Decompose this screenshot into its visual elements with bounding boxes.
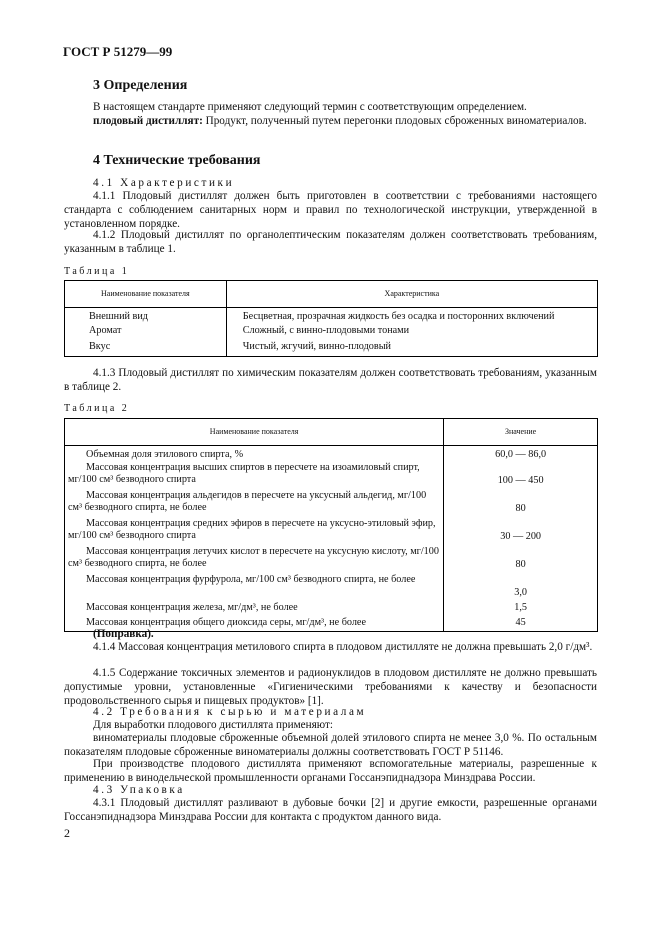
- table-2-header-name: Наименование показателя: [65, 419, 444, 446]
- table-2-cell: 1,5: [444, 602, 598, 617]
- clause-4-1-1: 4.1.1 Плодовый дистиллят должен быть приготовлен в соответствии с требованиями настоящего стандарта с соблюдением санитарных норм и правил по технологической инструкции, утвержденной в установленном порядке.: [64, 190, 597, 230]
- clause-4-2-raw-materials: виноматериалы плодовые сброженные объемной долей этилового спирта не менее 3,0 %. По остальным показателям плодовые сброженные виноматериалы должны соответствовать ГОСТ Р 51146.: [64, 732, 597, 758]
- clause-4-1-5: 4.1.5 Содержание токсичных элементов и радионуклидов в плодовом дистилляте не должно превышать допустимые уровни, установленные «Гигиеническими требованиями к качеству и безопасности продовольственного сырья и пищевых продуктов» [1].: [64, 667, 597, 707]
- table-1-cell: Бесцветная, прозрачная жидкость без осадка и посторонних включений: [226, 308, 597, 325]
- table-2-cell: Массовая концентрация железа, мг/дм³, не более: [65, 602, 444, 617]
- table-2-cell: 30 — 200: [444, 518, 598, 546]
- clause-4-3-1: 4.3.1 Плодовый дистиллят разливают в дубовые бочки [2] и другие емкости, разрешенные органами Госсанэпиднадзора Минздрава России для контакта с продуктом данного вида.: [64, 797, 597, 823]
- clause-4-1-3: 4.1.3 Плодовый дистиллят по химическим показателям должен соответствовать требованиям, указанным в таблице 2.: [64, 367, 597, 393]
- term-text: Продукт, полученный путем перегонки плодовых сброженных виноматериалов.: [202, 115, 587, 127]
- amendment-note: (Поправка).: [93, 628, 154, 640]
- term-definition: [64, 114, 597, 128]
- table-1-cell: Вкус: [65, 341, 227, 357]
- table-1: [64, 280, 598, 357]
- term-name: плодовый дистиллят:: [93, 115, 203, 127]
- page-number: 2: [64, 826, 70, 840]
- table-1-header-name: Наименование показателя: [65, 281, 227, 308]
- clause-4-2: 4.2 Требования к сырью и материалам: [93, 706, 367, 718]
- table-2-cell: 100 — 450: [444, 462, 598, 490]
- table-2-caption: Таблица 2: [64, 403, 130, 414]
- table-2-cell: Массовая концентрация общего диоксида серы, мг/дм³, не более: [65, 617, 444, 632]
- clause-4-2-auxiliary: При производстве плодового дистиллята применяют вспомогательные материалы, разрешенные к применению в винодельческой промышленности органами Госсанэпиднадзора Минздрава России.: [64, 758, 597, 784]
- clause-4-1-4: 4.1.4 Массовая концентрация метилового спирта в плодовом дистилляте не должна превышать 2,0 г/дм³.: [93, 641, 593, 653]
- table-1-header-characteristic: Характеристика: [226, 281, 597, 308]
- clause-4-1: 4.1 Характеристики: [93, 177, 235, 189]
- table-1-cell: Сложный, с винно-плодовыми тонами: [226, 325, 597, 341]
- table-2-cell: Массовая концентрация высших спиртов в пересчете на изоамиловый спирт, мг/100 см³ безводного спирта: [65, 462, 444, 490]
- table-2-header-value: Значение: [444, 419, 598, 446]
- table-1-cell: Внешний вид: [65, 308, 227, 325]
- section-3-heading: 3 Определения: [93, 78, 188, 93]
- document-header: ГОСТ Р 51279—99: [63, 44, 173, 59]
- table-2: [64, 418, 598, 632]
- table-2-cell: 3,0: [444, 574, 598, 602]
- table-2-cell: Массовая концентрация альдегидов в пересчете на уксусный альдегид, мг/100 см³ безводного спирта, не более: [65, 490, 444, 518]
- table-1-cell: Чистый, жгучий, винно-плодовый: [226, 341, 597, 357]
- section-3-intro: В настоящем стандарте применяют следующий термин с соответствующим определением.: [93, 101, 527, 113]
- clause-4-3: 4.3 Упаковка: [93, 784, 185, 796]
- table-2-cell: Объемная доля этилового спирта, %: [65, 446, 444, 462]
- table-2-cell: Массовая концентрация фурфурола, мг/100 см³ безводного спирта, не более: [65, 574, 444, 602]
- table-2-cell: Массовая концентрация средних эфиров в пересчете на уксусно-этиловый эфир, мг/100 см³ безводного спирта: [65, 518, 444, 546]
- table-2-cell: Массовая концентрация летучих кислот в пересчете на уксусную кислоту, мг/100 см³ безводного спирта, не более: [65, 546, 444, 574]
- clause-4-2-intro: Для выработки плодового дистиллята применяют:: [93, 719, 333, 731]
- table-2-cell: 60,0 — 86,0: [444, 446, 598, 462]
- clause-4-1-2: 4.1.2 Плодовый дистиллят по органолептическим показателям должен соответствовать требованиям, указанным в таблице 1.: [64, 229, 597, 255]
- table-1-cell: Аромат: [65, 325, 227, 341]
- table-2-cell: 45: [444, 617, 598, 632]
- table-1-caption: Таблица 1: [64, 266, 130, 277]
- table-2-cell: 80: [444, 546, 598, 574]
- table-2-cell: 80: [444, 490, 598, 518]
- section-4-heading: 4 Технические требования: [93, 153, 261, 168]
